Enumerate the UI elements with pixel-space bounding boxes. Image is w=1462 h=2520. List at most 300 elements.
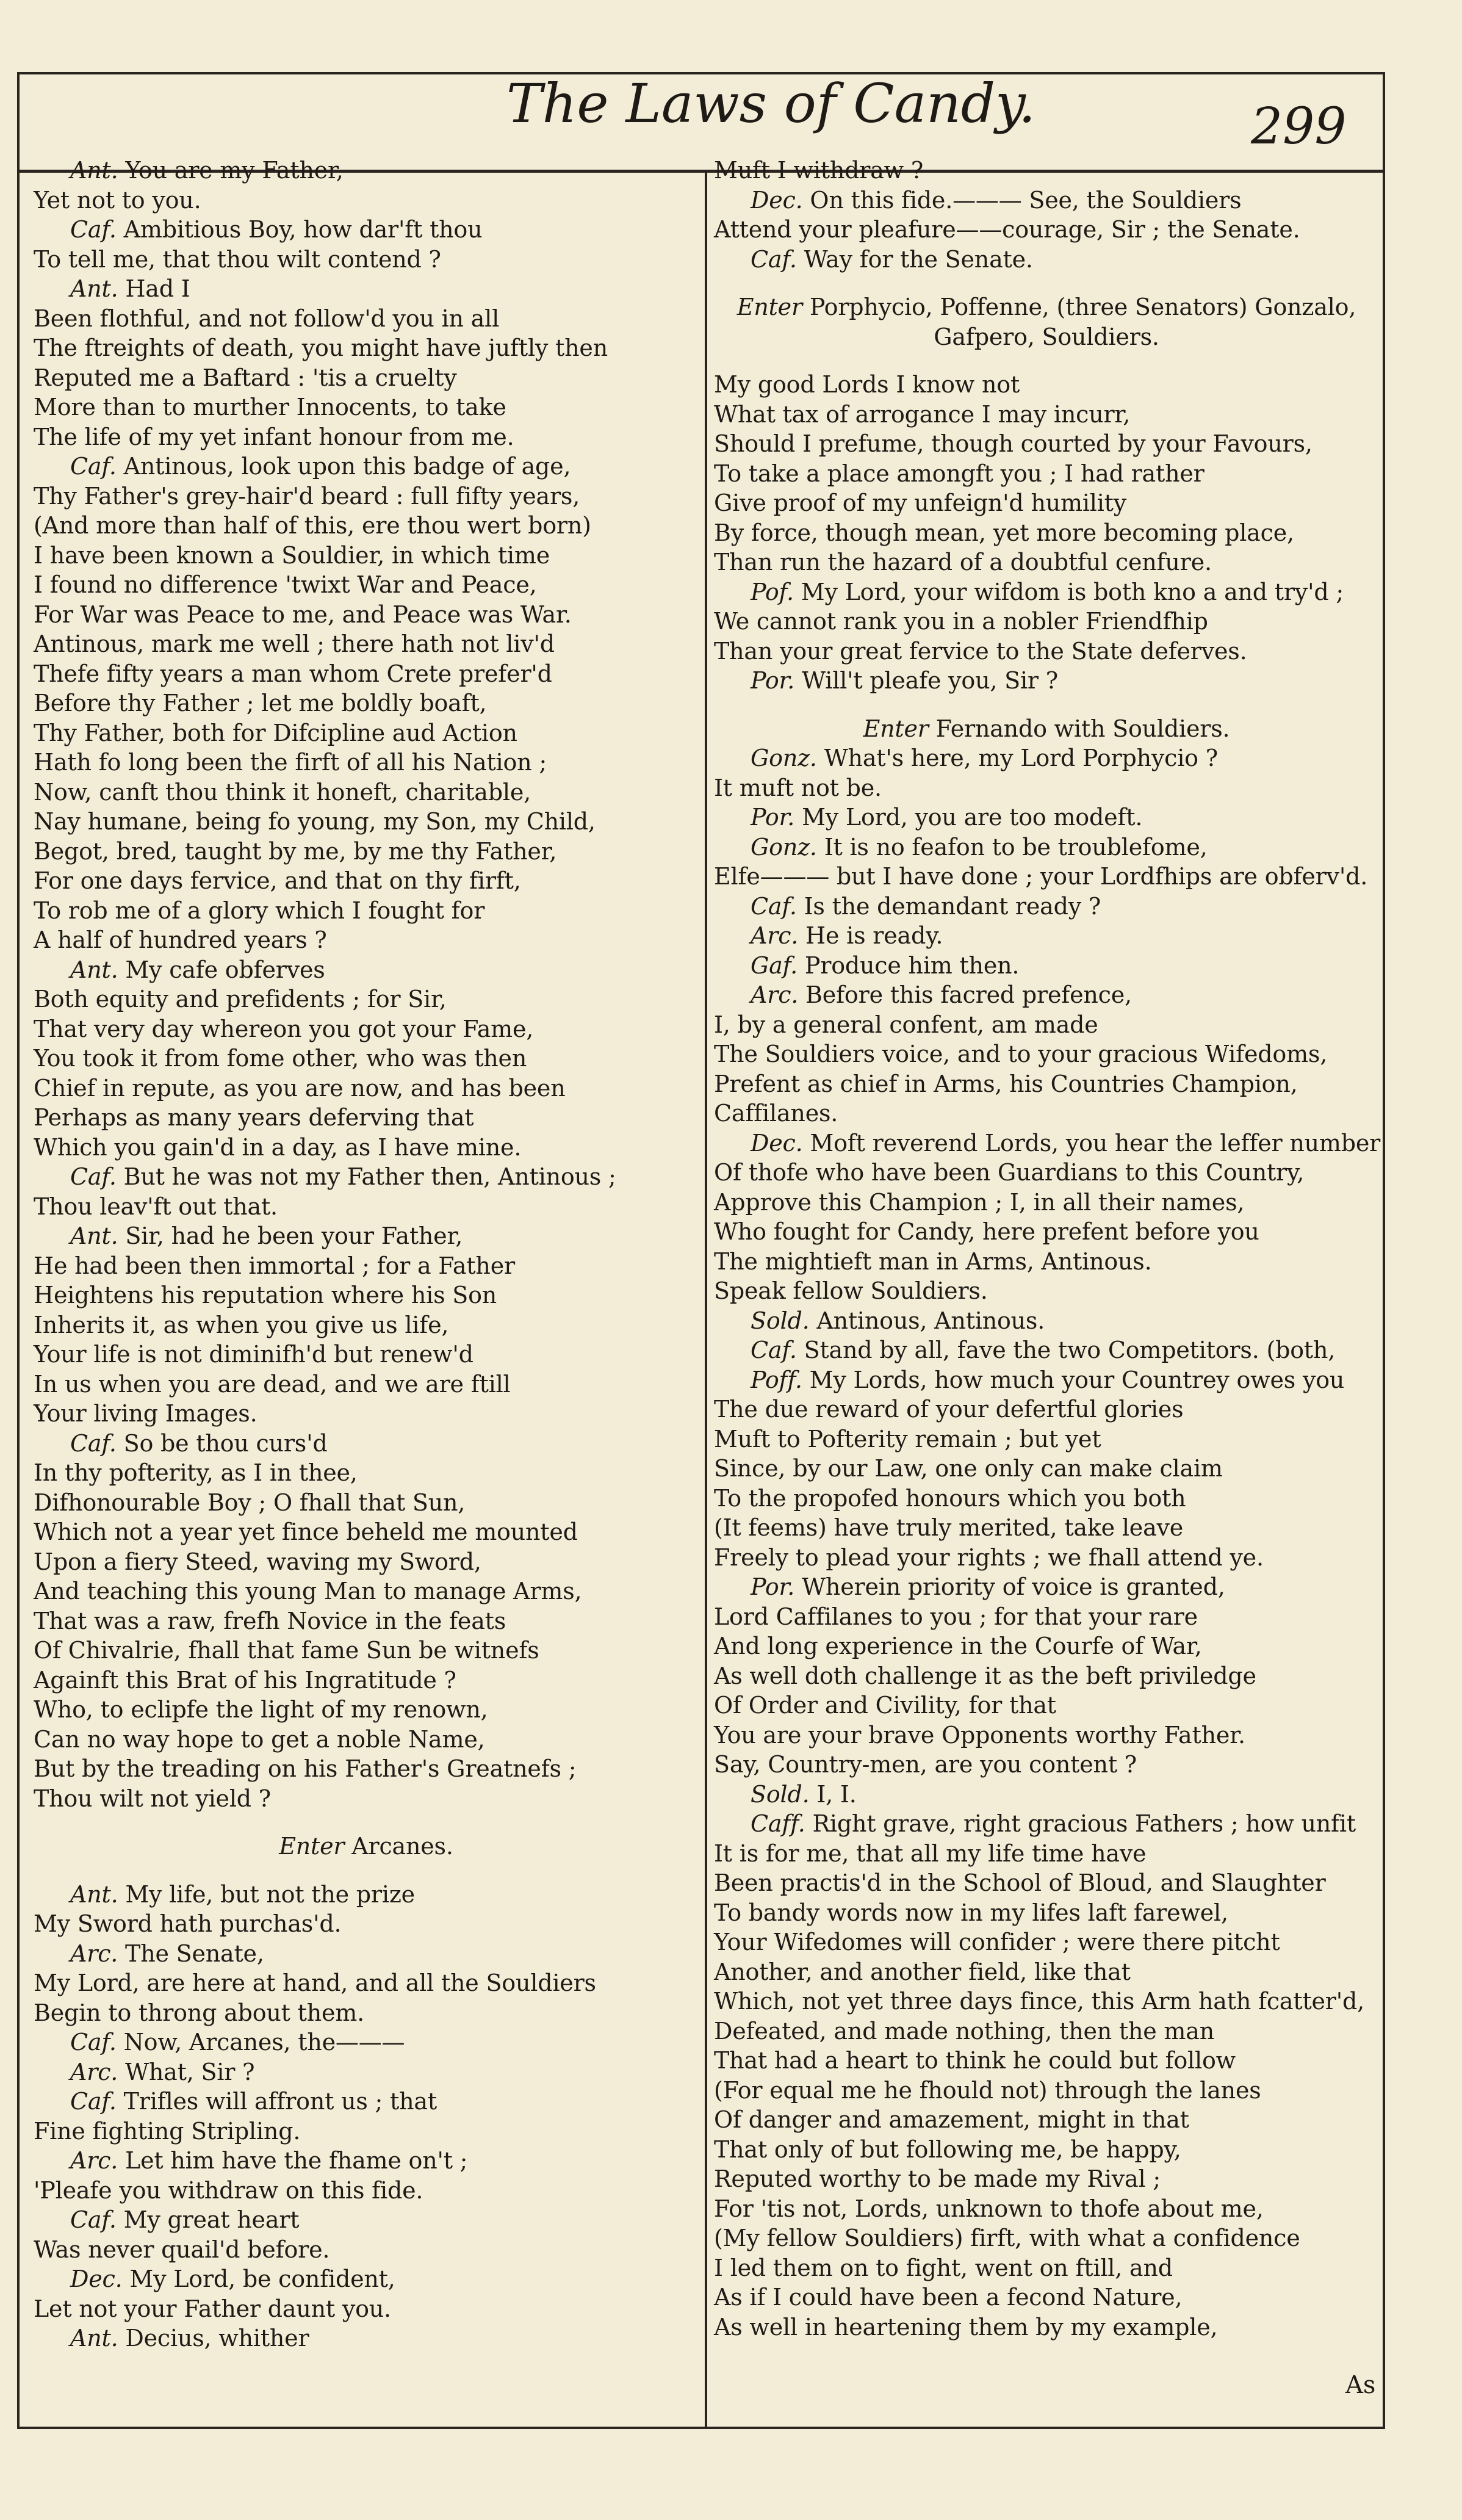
- line-text: My life, but not the prize: [118, 1880, 415, 1908]
- speaker-name: Caf.: [70, 453, 117, 480]
- line-text: Difhonourable Boy ; O fhall that Sun,: [34, 1489, 466, 1516]
- line-text: Was never quail'd before.: [34, 2236, 330, 2263]
- text-line: [34, 1998, 699, 2028]
- speaker-name: Caf.: [70, 2088, 117, 2115]
- line-text: (My fellow Souldiers) firft, with what a confidence: [714, 2225, 1300, 2251]
- text-line: [34, 659, 699, 689]
- line-text: My good Lords I know not: [714, 371, 1020, 398]
- text-line: [714, 1927, 1379, 1957]
- line-text: (For equal me he fhould not) through the lanes: [714, 2076, 1261, 2104]
- line-text: Right grave, right gracious Fathers ; how unfit: [805, 1810, 1356, 1837]
- speaker-name: Ant.: [70, 275, 118, 302]
- text-line: [34, 866, 699, 896]
- line-text: That very day whereon you got your Fame,: [34, 1015, 534, 1042]
- text-line: [714, 666, 1379, 696]
- text-line: [34, 748, 699, 778]
- text-line: [34, 1221, 699, 1251]
- text-line: [34, 570, 699, 600]
- text-line: [34, 1517, 699, 1547]
- line-text: Caffilanes.: [714, 1100, 838, 1127]
- line-text: Had I: [118, 275, 190, 302]
- speaker-name: Ant.: [70, 956, 118, 983]
- line-text: Defeated, and made nothing, then the man: [714, 2017, 1214, 2045]
- left-column: [34, 156, 699, 2353]
- line-text: Of danger and amazement, might in that: [714, 2106, 1189, 2133]
- line-text: Thy Father's grey-hair'd beard : full fifty years,: [34, 482, 580, 510]
- speaker-name: Dec.: [751, 1129, 803, 1157]
- line-text: Heightens his reputation where his Son: [34, 1282, 497, 1309]
- text-line: [714, 892, 1379, 922]
- text-line: [34, 2323, 699, 2353]
- text-line: [34, 925, 699, 955]
- text-line: [714, 1365, 1379, 1395]
- text-line: [34, 629, 699, 659]
- text-line: [714, 2194, 1379, 2224]
- line-text: That had a heart to think he could but follow: [714, 2047, 1236, 2074]
- line-text: Both equity and prefidents ; for Sir,: [34, 986, 447, 1013]
- line-text: But he was not my Father then, Antinous ;: [116, 1163, 616, 1190]
- line-text: Approve this Champion ; I, in all their names,: [714, 1188, 1245, 1216]
- line-text: Say, Country-men, are you content ?: [714, 1751, 1137, 1778]
- speaker-name: Dec.: [70, 2265, 123, 2292]
- line-text: Antinous, look upon this badge of age,: [116, 453, 571, 480]
- text-line: [714, 1128, 1379, 1158]
- speaker-name: Caf.: [70, 1429, 117, 1457]
- text-line: [34, 2264, 699, 2294]
- text-line: [34, 1547, 699, 1577]
- text-line: [714, 951, 1379, 981]
- line-text: Upon a fiery Steed, waving my Sword,: [34, 1548, 481, 1575]
- line-text: As if I could have been a fecond Nature,: [714, 2284, 1183, 2311]
- line-text: A half of hundred years ?: [34, 926, 327, 953]
- line-text: Produce him then.: [798, 951, 1020, 979]
- line-text: That only of but following me, be happy,: [714, 2136, 1181, 2163]
- speaker-name: Ant.: [70, 157, 118, 184]
- text-line: [34, 1044, 699, 1074]
- text-line: [34, 1576, 699, 1606]
- stage-direction: [714, 714, 1379, 744]
- line-text: Muft to Pofterity remain ; but yet: [714, 1425, 1101, 1453]
- text-line: [714, 1809, 1379, 1839]
- line-spacer: [34, 1813, 699, 1832]
- line-text: Decius, whither: [118, 2325, 309, 2352]
- text-line: [34, 392, 699, 422]
- text-line: [34, 2294, 699, 2324]
- text-line: [714, 1276, 1379, 1306]
- speaker-name: Sold.: [751, 1307, 810, 1334]
- text-line: [714, 1069, 1379, 1099]
- line-spacer: [714, 696, 1379, 714]
- text-line: [714, 1780, 1379, 1810]
- line-text: Moft reverend Lords, you hear the leffer number: [802, 1129, 1381, 1157]
- line-text: Attend your pleafure——courage, Sir ; the Senate.: [714, 216, 1300, 243]
- text-line: [34, 482, 699, 511]
- line-text: The mightieft man in Arms, Antinous.: [714, 1247, 1152, 1275]
- column-divider: [705, 173, 707, 2429]
- line-text: Antinous, mark me well ; there hath not liv'd: [34, 630, 555, 657]
- text-line: [714, 1395, 1379, 1424]
- stage-direction: [34, 1832, 699, 1861]
- line-text: Can no way hope to get a noble Name,: [34, 1725, 485, 1753]
- text-line: [714, 637, 1379, 666]
- text-line: [714, 1572, 1379, 1602]
- line-text: Freely to plead your rights ; we fhall attend ye.: [714, 1543, 1264, 1571]
- line-text: Than your great fervice to the State deferves.: [714, 637, 1247, 665]
- line-text: What's here, my Lord Porphycio ?: [816, 745, 1218, 771]
- line-text: Who, to eclipfe the light of my renown,: [34, 1696, 488, 1723]
- line-text: The ftreights of death, you might have juftly then: [34, 334, 608, 361]
- text-line: [714, 1661, 1379, 1691]
- line-text: Before this facred prefence,: [798, 981, 1132, 1008]
- text-line: [714, 862, 1379, 892]
- line-text: The life of my yet infant honour from me.: [34, 423, 514, 450]
- line-text: More than to murther Innocents, to take: [34, 394, 506, 421]
- text-line: [714, 1335, 1379, 1365]
- line-text: You are my Father,: [118, 157, 344, 184]
- line-text: Fine fighting Stripling.: [34, 2117, 301, 2145]
- text-line: [34, 452, 699, 482]
- line-text: My Lord, your wifdom is both kno a and try'd ;: [793, 578, 1344, 605]
- text-line: [34, 186, 699, 215]
- text-line: [34, 2205, 699, 2235]
- line-text: The Souldiers voice, and to your gracious Wifedoms,: [714, 1041, 1328, 1067]
- line-text: My great heart: [116, 2206, 300, 2233]
- text-line: [714, 1306, 1379, 1336]
- text-line: [714, 2164, 1379, 2194]
- speaker-name: Gonz.: [751, 833, 817, 861]
- line-text: Which, not yet three days fince, this Arm hath fcatter'd,: [714, 1988, 1365, 2015]
- speaker-name: Caff.: [751, 1810, 805, 1837]
- text-line: [34, 2087, 699, 2117]
- text-line: [34, 600, 699, 630]
- text-line: [34, 1103, 699, 1133]
- line-text: I, by a general confent, am made: [714, 1011, 1098, 1038]
- line-text: Trifles will affront us ; that: [116, 2088, 437, 2115]
- line-text: Is the demandant ready ?: [796, 892, 1101, 920]
- text-line: [714, 1720, 1379, 1750]
- text-line: [714, 370, 1379, 400]
- line-text: Wherein priority of voice is granted,: [794, 1573, 1225, 1600]
- text-line: [714, 1158, 1379, 1188]
- line-text: Should I prefume, though courted by your Favours,: [714, 430, 1313, 457]
- line-text: You are your brave Opponents worthy Father.: [714, 1721, 1245, 1749]
- line-text: But by the treading on his Father's Greatnefs ;: [34, 1755, 577, 1782]
- text-line: [714, 186, 1379, 215]
- text-line: [714, 1987, 1379, 2016]
- line-text: Your living Images.: [34, 1400, 257, 1427]
- line-text: Of Chivalrie, fhall that fame Sun be witnefs: [34, 1637, 539, 1664]
- line-text: Stand by all, fave the two Competitors. (both,: [796, 1337, 1336, 1363]
- text-line: [34, 1192, 699, 1222]
- line-text: The Senate,: [118, 1940, 264, 1967]
- text-line: [714, 2105, 1379, 2135]
- text-line: [714, 1957, 1379, 1987]
- speaker-name: Caf.: [70, 2029, 117, 2056]
- line-text: We cannot rank you in a nobler Friendfhip: [714, 608, 1208, 635]
- text-line: [34, 363, 699, 393]
- line-text: Let him have the fhame on't ;: [118, 2147, 468, 2174]
- text-line: [34, 1458, 699, 1488]
- line-text: He had been then immortal ; for a Father: [34, 1252, 515, 1279]
- text-line: [34, 1725, 699, 1755]
- line-text: Begot, bred, taught by me, by me thy Father,: [34, 837, 557, 865]
- text-line: [34, 2057, 699, 2087]
- line-spacer: [714, 352, 1379, 370]
- text-line: [714, 2312, 1379, 2342]
- text-line: [714, 1750, 1379, 1780]
- text-line: [34, 2027, 699, 2057]
- text-line: [34, 1370, 699, 1399]
- text-line: [714, 1543, 1379, 1573]
- text-line: [34, 1968, 699, 1998]
- line-text: Perhaps as many years deferving that: [34, 1104, 474, 1131]
- line-text: To bandy words now in my lifes laft farewel,: [714, 1899, 1228, 1926]
- speaker-name: Gaf.: [751, 951, 798, 979]
- line-text: My Sword hath purchas'd.: [34, 1910, 342, 1937]
- text-line: [34, 807, 699, 837]
- line-text: In us when you are dead, and we are ftill: [34, 1370, 511, 1398]
- text-line: [34, 333, 699, 363]
- line-text: Nay humane, being fo young, my Son, my Child,: [34, 808, 596, 835]
- text-line: [34, 304, 699, 334]
- speaker-name: Arc.: [751, 922, 799, 949]
- running-title: The Laws of Candy.: [506, 72, 1036, 135]
- text-line: [714, 1868, 1379, 1898]
- text-line: [34, 1636, 699, 1666]
- line-text: Been flothful, and not follow'd you in all: [34, 305, 500, 332]
- line-text: Thou wilt not yield ?: [34, 1785, 271, 1812]
- line-text: Sir, had he been your Father,: [118, 1222, 463, 1249]
- line-text: Gafpero, Souldiers.: [934, 323, 1159, 350]
- right-column: [714, 156, 1379, 2342]
- line-text: Than run the hazard of a doubtful cenfure.: [714, 549, 1212, 576]
- text-line: [714, 773, 1379, 803]
- line-text: Fernando with Souldiers.: [928, 715, 1230, 742]
- speaker-name: Por.: [751, 804, 795, 831]
- text-line: [34, 2176, 699, 2206]
- text-line: [34, 2235, 699, 2265]
- text-line: [714, 832, 1379, 862]
- speaker-name: Caf.: [751, 1337, 797, 1363]
- text-line: [34, 215, 699, 245]
- text-line: [34, 1074, 699, 1103]
- catchword: As: [1345, 2371, 1376, 2399]
- text-line: [714, 607, 1379, 637]
- text-line: [714, 2283, 1379, 2312]
- line-text: To tell me, that thou wilt contend ?: [34, 245, 441, 273]
- line-text: Reputed worthy to be made my Rival ;: [714, 2165, 1161, 2192]
- line-text: Inherits it, as when you give us life,: [34, 1311, 449, 1338]
- speaker-name: Dec.: [751, 186, 803, 214]
- line-spacer: [714, 274, 1379, 292]
- line-text: That was a raw, frefh Novice in the feats: [34, 1607, 506, 1634]
- line-text: So be thou curs'd: [116, 1429, 328, 1457]
- line-text: Hath fo long been the firft of all his Nation ;: [34, 749, 547, 776]
- speaker-name: Caf.: [70, 216, 117, 243]
- text-line: [714, 2076, 1379, 2106]
- line-text: Thou leav'ft out that.: [34, 1193, 278, 1220]
- text-line: [714, 1898, 1379, 1928]
- speaker-name: Arc.: [751, 981, 799, 1008]
- text-line: [714, 2253, 1379, 2283]
- line-text: Before thy Father ; let me boldly boaft,: [34, 690, 487, 717]
- text-line: [714, 1424, 1379, 1454]
- line-text: Ambitious Boy, how dar'ft thou: [116, 216, 483, 243]
- speaker-name: Arc.: [70, 2058, 118, 2085]
- line-text: To rob me of a glory which I fought for: [34, 897, 485, 924]
- text-line: [34, 541, 699, 571]
- line-text: Of Order and Civility, for that: [714, 1692, 1056, 1719]
- line-text: Way for the Senate.: [796, 245, 1033, 273]
- line-text: In thy pofterity, as I in thee,: [34, 1459, 358, 1486]
- text-line: [714, 1099, 1379, 1128]
- line-text: For one days fervice, and that on thy firft,: [34, 867, 521, 894]
- text-line: [34, 955, 699, 985]
- speaker-name: Enter: [279, 1833, 345, 1860]
- speaker-name: Enter: [736, 294, 802, 320]
- text-line: [34, 1340, 699, 1370]
- text-line: [34, 1429, 699, 1459]
- speaker-name: Ant.: [70, 1222, 118, 1249]
- speaker-name: Pof.: [751, 578, 794, 605]
- line-text: As well in heartening them by my example,: [714, 2313, 1218, 2341]
- line-text: On this fide.——— See, the Souldiers: [802, 186, 1242, 214]
- stage-direction: [714, 322, 1379, 352]
- line-text: My Lord, be confident,: [122, 2265, 395, 2292]
- text-line: [34, 1014, 699, 1044]
- line-text: It muft not be.: [714, 774, 882, 801]
- text-line: [34, 2146, 699, 2176]
- text-line: [714, 156, 1379, 186]
- text-line: [714, 1484, 1379, 1514]
- line-text: Now, canft thou think it honeft, charitable,: [34, 778, 531, 806]
- text-line: [34, 1784, 699, 1814]
- line-spacer: [34, 1861, 699, 1880]
- line-text: Which not a year yet fince beheld me mounted: [34, 1518, 578, 1545]
- text-line: [34, 511, 699, 541]
- line-text: Antinous, Antinous.: [809, 1307, 1045, 1334]
- line-text: Lord Caffilanes to you ; for that your rare: [714, 1603, 1198, 1630]
- text-line: [34, 2117, 699, 2146]
- line-text: Thy Father, both for Difcipline aud Action: [34, 719, 517, 746]
- speaker-name: Arc.: [70, 1940, 118, 1967]
- line-text: Of thofe who have been Guardians to this Country,: [714, 1159, 1305, 1186]
- text-line: [714, 1217, 1379, 1247]
- text-line: [714, 547, 1379, 577]
- speaker-name: Por.: [751, 667, 795, 694]
- text-line: [34, 1488, 699, 1518]
- text-line: [714, 1631, 1379, 1661]
- line-text: My Lord, are here at hand, and all the Souldiers: [34, 1969, 596, 1996]
- line-text: Let not your Father daunt you.: [34, 2295, 391, 2322]
- line-text: Now, Arcanes, the———: [116, 2029, 405, 2056]
- speaker-name: Gonz.: [751, 745, 817, 771]
- line-text: You took it from fome other, who was then: [34, 1045, 527, 1072]
- line-text: Your life is not diminifh'd but renew'd: [34, 1341, 474, 1368]
- line-text: Porphycio, Poffenne, (three Senators) Gonzalo,: [802, 294, 1356, 320]
- page-number: 299: [1251, 98, 1347, 156]
- text-line: [714, 1010, 1379, 1040]
- text-line: [34, 1909, 699, 1939]
- text-line: [34, 1666, 699, 1695]
- text-line: [34, 984, 699, 1014]
- line-text: And teaching this young Man to manage Arms,: [34, 1578, 582, 1605]
- line-text: What, Sir ?: [118, 2058, 255, 2085]
- text-line: [714, 215, 1379, 245]
- line-text: Muft I withdraw ?: [714, 157, 924, 184]
- line-text: I, I.: [809, 1780, 857, 1808]
- line-text: Who fought for Candy, here prefent before you: [714, 1218, 1259, 1245]
- speaker-name: Enter: [863, 715, 929, 742]
- line-text: He is ready.: [798, 922, 943, 949]
- speaker-name: Por.: [751, 1573, 795, 1600]
- line-text: My Lord, you are too modeft.: [794, 804, 1143, 831]
- text-line: [34, 1880, 699, 1910]
- text-line: [34, 1695, 699, 1725]
- line-text: Your Wifedomes will confider ; were there pitcht: [714, 1929, 1280, 1955]
- text-line: [714, 2223, 1379, 2253]
- speaker-name: Poff.: [751, 1366, 802, 1393]
- line-text: Since, by our Law, one only can make claim: [714, 1455, 1223, 1482]
- text-line: [714, 400, 1379, 430]
- text-line: [714, 2016, 1379, 2046]
- text-line: [714, 429, 1379, 459]
- text-line: [714, 1839, 1379, 1869]
- line-text: To take a place amongft you ; I had rather: [714, 460, 1205, 487]
- line-text: Elfe——— but I have done ; your Lordfhips are obferv'd.: [714, 863, 1368, 890]
- text-line: [34, 688, 699, 718]
- line-text: Yet not to you.: [34, 186, 201, 214]
- text-line: [714, 1188, 1379, 1218]
- speaker-name: Sold.: [751, 1780, 810, 1808]
- line-text: It is no feafon to be troublefome,: [816, 833, 1208, 861]
- text-line: [34, 718, 699, 748]
- text-line: [714, 1513, 1379, 1543]
- text-line: [34, 1754, 699, 1784]
- line-text: My cafe obferves: [118, 956, 325, 983]
- text-line: [714, 1039, 1379, 1069]
- line-text: (And more than half of this, ere thou wert born): [34, 512, 591, 539]
- text-line: [714, 459, 1379, 489]
- text-line: [34, 1162, 699, 1192]
- text-line: [34, 1939, 699, 1969]
- line-text: My Lords, how much your Countrey owes you: [802, 1366, 1345, 1393]
- text-line: [714, 743, 1379, 773]
- line-text: For War was Peace to me, and Peace was War.: [34, 601, 572, 628]
- text-line: [714, 577, 1379, 607]
- text-line: [714, 2135, 1379, 2165]
- text-line: [714, 1454, 1379, 1484]
- line-text: What tax of arrogance I may incurr,: [714, 400, 1131, 428]
- text-line: [34, 1310, 699, 1340]
- line-text: Againft this Brat of his Ingratitude ?: [34, 1666, 456, 1694]
- text-line: [714, 488, 1379, 518]
- text-line: [34, 422, 699, 452]
- text-line: [34, 245, 699, 275]
- line-text: For 'tis not, Lords, unknown to thofe about me,: [714, 2195, 1264, 2222]
- speaker-name: Caf.: [751, 892, 797, 920]
- stage-direction: [714, 292, 1379, 322]
- text-line: [34, 778, 699, 807]
- line-text: Reputed me a Baftard : 'tis a cruelty: [34, 364, 457, 391]
- text-line: [714, 803, 1379, 832]
- text-line: [714, 518, 1379, 548]
- text-line: [34, 1399, 699, 1429]
- line-text: Will't pleafe you, Sir ?: [794, 667, 1058, 694]
- text-line: [714, 2046, 1379, 2076]
- line-text: I led them on to fight, went on ftill, and: [714, 2254, 1173, 2281]
- text-line: [34, 896, 699, 926]
